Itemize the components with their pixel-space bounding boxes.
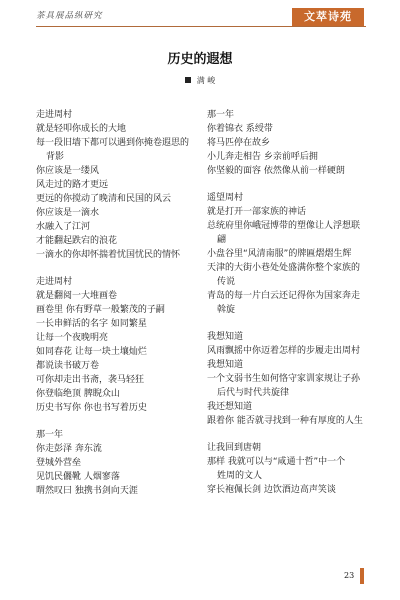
stanza-break (207, 428, 372, 441)
poem-line: 我想知道 (207, 360, 244, 370)
poem-line: 风雨飘摇中你迈着怎样的步履走出周村 (207, 346, 361, 356)
stanza-break (207, 317, 372, 330)
poem-line: 喟然叹曰 独携书剑向天涯 (36, 486, 138, 496)
poem-line: 水融入了江河 (36, 222, 91, 232)
poem-line: 每一段旧墙下都可以遇到你掩卷遐思的 (36, 138, 190, 148)
poem-line: 遥望周村 (207, 193, 244, 203)
poem-line: 你登临绝顶 脾睨众山 (36, 389, 120, 399)
poem-line: 姓周的文人 (217, 471, 263, 481)
poem-line: 小盘谷里“风清南服”的牌匾熠熠生辉 (207, 249, 352, 259)
poem-line: 你走彭泽 奔东流 (36, 444, 102, 454)
poem-line: 登城外营垒 (36, 458, 82, 468)
poem-line: 那样 我就可以与“咸通十哲”中一个 (207, 457, 346, 467)
poem-line: 一长串鲜活的名字 如同繁星 (36, 319, 147, 329)
page-number: 23 (344, 571, 355, 580)
poem-line: 我还想知道 (207, 402, 253, 412)
poem-line: 青岛的每一片白云还记得你为国家奔走 (207, 291, 361, 301)
stanza-break (207, 178, 372, 191)
poem-line: 才能翻起跌宕的浪花 (36, 236, 118, 246)
poem-line: 风走过的路才更远 (36, 180, 109, 190)
poem-line: 你应该是一缕风 (36, 166, 100, 176)
poem-line: 让我回到唐朝 (207, 443, 262, 453)
poem-line: 历史书写你 你也书写着历史 (36, 403, 147, 413)
poem-line: 就是打开一部家族的神话 (207, 207, 307, 217)
stanza-break (36, 262, 211, 275)
poem-line: 就是翻阅一大堆画卷 (36, 291, 118, 301)
poem-column-right (207, 108, 372, 497)
poem-line: 你着锦衣 系绶带 (207, 124, 273, 134)
poem-line: 我想知道 (207, 332, 244, 342)
poem-line: 天津的大街小巷处处盛满你整个家族的 (207, 263, 361, 273)
poem-line: 可你却走出书斋，袭马轻狂 (36, 375, 145, 385)
poem-line: 一个文弱书生如何恪守家训家规让子孙 (207, 374, 361, 384)
poem-line: 传说 (217, 277, 236, 287)
poem-byline (0, 75, 400, 86)
poem-line: 背影 (46, 152, 65, 162)
poem-line: 将马匹停在故乡 (207, 138, 271, 148)
poem-line: 你坚毅的面容 依然像从前一样硬朗 (207, 166, 345, 176)
poem-line: 都说读书破万卷 (36, 361, 100, 371)
poem-line: 斡旋 (217, 305, 236, 315)
poem-line: 画卷里 你有野草一般繁茂的子嗣 (36, 305, 165, 315)
poem-line: 翩 (217, 235, 227, 245)
stanza-break (36, 415, 211, 428)
poem-line: 就是轻叩你成长的大地 (36, 124, 127, 134)
poem-line: 更远的你搅动了晚清和民国的风云 (36, 194, 172, 204)
poem-line: 小儿奔走相告 乡亲前呼后拥 (207, 152, 318, 162)
journal-name: 茶具展品纵研究 (36, 11, 103, 21)
page-header (0, 0, 400, 30)
poem-line: 走进周村 (36, 110, 73, 120)
poem-line: 跟着你 能否就寻找到一种有厚度的人生 (207, 416, 363, 426)
section-tab: 文萃诗苑 (292, 8, 364, 26)
page-marker-bar (360, 568, 364, 584)
poem-line: 见饥民儷靴 人烟寥落 (36, 472, 120, 482)
poem-line: 总统府里你峨冠博带的塑像让人浮想联 (207, 221, 361, 231)
poem-line: 那一年 (207, 110, 235, 120)
poem-line: 你应该是一滴水 (36, 208, 100, 218)
poem-author: 满 峻 (196, 76, 216, 85)
poem-line: 如同春花 让每一块土壤灿烂 (36, 347, 147, 357)
poem-line: 一滴水的你却怀揣着忧国忧民的情怀 (36, 250, 181, 260)
poem-line: 后代与时代共旋律 (217, 388, 290, 398)
poem-line: 穿长袍佩长剑 边饮酒边高声笑谈 (207, 485, 336, 495)
poem-column-left (36, 108, 211, 498)
square-bullet-icon (185, 77, 191, 83)
poem-line: 走进周村 (36, 277, 73, 287)
poem-title: 历史的遐想 (167, 52, 233, 67)
poem-line: 那一年 (36, 430, 64, 440)
poem-line: 让每一个夜晚明亮 (36, 333, 109, 343)
header-rule (36, 26, 366, 27)
